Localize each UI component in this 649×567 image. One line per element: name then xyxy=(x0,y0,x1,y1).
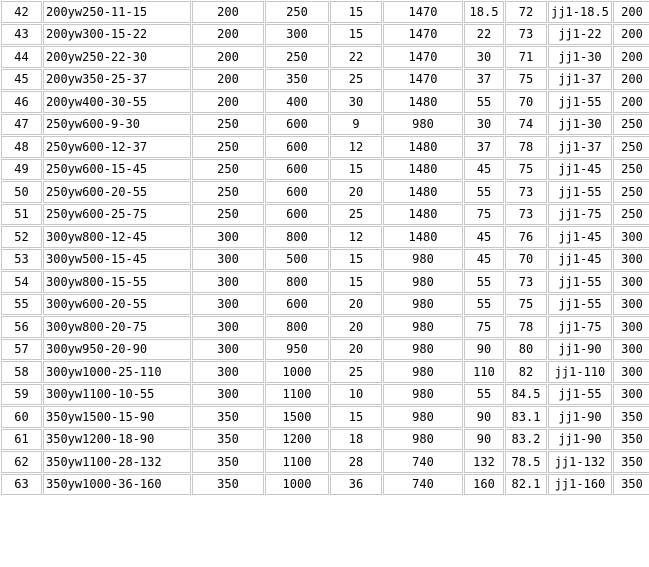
cell-outlet-diameter: 350 xyxy=(192,429,264,451)
cell-model: 200yw250-11-15 xyxy=(43,1,191,23)
cell-motor-model: jj1-75 xyxy=(548,204,612,226)
cell-head: 22 xyxy=(330,46,382,68)
cell-speed: 1480 xyxy=(383,159,463,181)
table-row xyxy=(1,181,649,203)
cell-head: 30 xyxy=(330,91,382,113)
cell-flow: 800 xyxy=(265,226,329,248)
cell-head: 20 xyxy=(330,294,382,316)
cell-caliber: 350 xyxy=(613,429,649,451)
cell-outlet-diameter: 250 xyxy=(192,204,264,226)
cell-speed: 980 xyxy=(383,361,463,383)
cell-head: 20 xyxy=(330,316,382,338)
table-row xyxy=(1,474,649,496)
cell-caliber: 300 xyxy=(613,226,649,248)
cell-motor-model: jj1-45 xyxy=(548,226,612,248)
cell-power: 110 xyxy=(464,361,504,383)
cell-outlet-diameter: 300 xyxy=(192,249,264,271)
cell-outlet-diameter: 200 xyxy=(192,69,264,91)
cell-model: 350yw1000-36-160 xyxy=(43,474,191,496)
cell-caliber: 300 xyxy=(613,294,649,316)
cell-model: 300yw800-12-45 xyxy=(43,226,191,248)
cell-outlet-diameter: 200 xyxy=(192,46,264,68)
cell-caliber: 200 xyxy=(613,24,649,46)
cell-row-number: 42 xyxy=(1,1,42,23)
cell-power: 132 xyxy=(464,451,504,473)
cell-outlet-diameter: 300 xyxy=(192,384,264,406)
cell-power: 30 xyxy=(464,114,504,136)
cell-caliber: 200 xyxy=(613,1,649,23)
cell-motor-model: jj1-55 xyxy=(548,384,612,406)
cell-power: 45 xyxy=(464,226,504,248)
cell-efficiency: 78 xyxy=(505,136,547,158)
cell-head: 20 xyxy=(330,181,382,203)
cell-caliber: 300 xyxy=(613,271,649,293)
cell-model: 300yw500-15-45 xyxy=(43,249,191,271)
cell-motor-model: jj1-18.5 xyxy=(548,1,612,23)
cell-row-number: 44 xyxy=(1,46,42,68)
cell-power: 55 xyxy=(464,294,504,316)
cell-model: 200yw350-25-37 xyxy=(43,69,191,91)
cell-flow: 250 xyxy=(265,1,329,23)
cell-model: 300yw600-20-55 xyxy=(43,294,191,316)
cell-power: 37 xyxy=(464,69,504,91)
cell-row-number: 54 xyxy=(1,271,42,293)
cell-motor-model: jj1-37 xyxy=(548,69,612,91)
cell-power: 90 xyxy=(464,406,504,428)
cell-efficiency: 82 xyxy=(505,361,547,383)
cell-model: 350yw1100-28-132 xyxy=(43,451,191,473)
cell-flow: 600 xyxy=(265,159,329,181)
cell-caliber: 350 xyxy=(613,474,649,496)
cell-model: 300yw1100-10-55 xyxy=(43,384,191,406)
cell-caliber: 300 xyxy=(613,361,649,383)
cell-power: 18.5 xyxy=(464,1,504,23)
table-row xyxy=(1,46,649,68)
table-row xyxy=(1,361,649,383)
cell-power: 55 xyxy=(464,181,504,203)
cell-model: 200yw250-22-30 xyxy=(43,46,191,68)
cell-outlet-diameter: 250 xyxy=(192,114,264,136)
cell-head: 9 xyxy=(330,114,382,136)
cell-model: 250yw600-20-55 xyxy=(43,181,191,203)
cell-head: 25 xyxy=(330,361,382,383)
cell-motor-model: jj1-55 xyxy=(548,91,612,113)
cell-motor-model: jj1-160 xyxy=(548,474,612,496)
cell-power: 37 xyxy=(464,136,504,158)
table-row xyxy=(1,271,649,293)
cell-power: 22 xyxy=(464,24,504,46)
cell-power: 75 xyxy=(464,204,504,226)
cell-flow: 500 xyxy=(265,249,329,271)
cell-power: 75 xyxy=(464,316,504,338)
cell-speed: 1480 xyxy=(383,226,463,248)
cell-row-number: 47 xyxy=(1,114,42,136)
cell-model: 200yw400-30-55 xyxy=(43,91,191,113)
table-row xyxy=(1,1,649,23)
cell-model: 300yw800-15-55 xyxy=(43,271,191,293)
cell-motor-model: jj1-110 xyxy=(548,361,612,383)
cell-outlet-diameter: 350 xyxy=(192,474,264,496)
cell-head: 36 xyxy=(330,474,382,496)
cell-speed: 980 xyxy=(383,339,463,361)
cell-row-number: 57 xyxy=(1,339,42,361)
table-row xyxy=(1,249,649,271)
cell-row-number: 60 xyxy=(1,406,42,428)
cell-speed: 980 xyxy=(383,271,463,293)
table-row xyxy=(1,294,649,316)
cell-outlet-diameter: 300 xyxy=(192,271,264,293)
cell-model: 350yw1500-15-90 xyxy=(43,406,191,428)
cell-speed: 980 xyxy=(383,406,463,428)
table-row xyxy=(1,159,649,181)
cell-efficiency: 83.2 xyxy=(505,429,547,451)
cell-motor-model: jj1-45 xyxy=(548,159,612,181)
cell-power: 55 xyxy=(464,91,504,113)
cell-row-number: 43 xyxy=(1,24,42,46)
cell-speed: 980 xyxy=(383,429,463,451)
cell-flow: 250 xyxy=(265,46,329,68)
cell-caliber: 250 xyxy=(613,136,649,158)
cell-motor-model: jj1-90 xyxy=(548,406,612,428)
cell-motor-model: jj1-90 xyxy=(548,339,612,361)
cell-model: 250yw600-9-30 xyxy=(43,114,191,136)
cell-motor-model: jj1-30 xyxy=(548,114,612,136)
cell-speed: 980 xyxy=(383,384,463,406)
table-row xyxy=(1,316,649,338)
cell-row-number: 55 xyxy=(1,294,42,316)
cell-motor-model: jj1-45 xyxy=(548,249,612,271)
cell-outlet-diameter: 200 xyxy=(192,1,264,23)
cell-row-number: 48 xyxy=(1,136,42,158)
cell-efficiency: 74 xyxy=(505,114,547,136)
cell-caliber: 200 xyxy=(613,46,649,68)
table-row xyxy=(1,114,649,136)
cell-model: 250yw600-15-45 xyxy=(43,159,191,181)
table-row xyxy=(1,69,649,91)
cell-speed: 980 xyxy=(383,294,463,316)
cell-speed: 740 xyxy=(383,451,463,473)
cell-flow: 600 xyxy=(265,294,329,316)
cell-motor-model: jj1-132 xyxy=(548,451,612,473)
cell-efficiency: 82.1 xyxy=(505,474,547,496)
cell-model: 300yw800-20-75 xyxy=(43,316,191,338)
cell-speed: 1470 xyxy=(383,46,463,68)
cell-flow: 1000 xyxy=(265,361,329,383)
cell-motor-model: jj1-75 xyxy=(548,316,612,338)
cell-outlet-diameter: 250 xyxy=(192,181,264,203)
cell-speed: 980 xyxy=(383,114,463,136)
cell-efficiency: 76 xyxy=(505,226,547,248)
cell-model: 200yw300-15-22 xyxy=(43,24,191,46)
cell-power: 55 xyxy=(464,384,504,406)
cell-flow: 800 xyxy=(265,271,329,293)
cell-efficiency: 75 xyxy=(505,159,547,181)
cell-outlet-diameter: 300 xyxy=(192,361,264,383)
cell-power: 55 xyxy=(464,271,504,293)
cell-row-number: 56 xyxy=(1,316,42,338)
cell-flow: 600 xyxy=(265,204,329,226)
cell-flow: 300 xyxy=(265,24,329,46)
cell-row-number: 63 xyxy=(1,474,42,496)
cell-flow: 950 xyxy=(265,339,329,361)
cell-efficiency: 75 xyxy=(505,294,547,316)
cell-speed: 740 xyxy=(383,474,463,496)
cell-caliber: 200 xyxy=(613,91,649,113)
cell-model: 250yw600-12-37 xyxy=(43,136,191,158)
cell-flow: 600 xyxy=(265,181,329,203)
cell-row-number: 61 xyxy=(1,429,42,451)
cell-flow: 1200 xyxy=(265,429,329,451)
cell-caliber: 350 xyxy=(613,451,649,473)
table-row xyxy=(1,406,649,428)
cell-speed: 1480 xyxy=(383,91,463,113)
cell-speed: 1480 xyxy=(383,136,463,158)
table-body xyxy=(1,1,649,495)
cell-power: 30 xyxy=(464,46,504,68)
cell-head: 15 xyxy=(330,271,382,293)
cell-flow: 400 xyxy=(265,91,329,113)
cell-row-number: 58 xyxy=(1,361,42,383)
cell-speed: 1470 xyxy=(383,24,463,46)
cell-caliber: 200 xyxy=(613,69,649,91)
cell-outlet-diameter: 250 xyxy=(192,159,264,181)
cell-speed: 1470 xyxy=(383,69,463,91)
cell-row-number: 62 xyxy=(1,451,42,473)
cell-outlet-diameter: 200 xyxy=(192,24,264,46)
cell-caliber: 350 xyxy=(613,406,649,428)
cell-efficiency: 73 xyxy=(505,24,547,46)
cell-outlet-diameter: 300 xyxy=(192,339,264,361)
cell-power: 45 xyxy=(464,159,504,181)
cell-speed: 1480 xyxy=(383,181,463,203)
cell-head: 28 xyxy=(330,451,382,473)
cell-speed: 1480 xyxy=(383,204,463,226)
cell-caliber: 250 xyxy=(613,181,649,203)
table-row xyxy=(1,226,649,248)
cell-power: 90 xyxy=(464,429,504,451)
cell-head: 15 xyxy=(330,249,382,271)
cell-power: 160 xyxy=(464,474,504,496)
cell-efficiency: 75 xyxy=(505,69,547,91)
cell-efficiency: 80 xyxy=(505,339,547,361)
cell-head: 18 xyxy=(330,429,382,451)
cell-head: 25 xyxy=(330,69,382,91)
cell-flow: 1500 xyxy=(265,406,329,428)
cell-motor-model: jj1-22 xyxy=(548,24,612,46)
cell-outlet-diameter: 350 xyxy=(192,451,264,473)
table-row xyxy=(1,451,649,473)
table-row xyxy=(1,339,649,361)
cell-outlet-diameter: 250 xyxy=(192,136,264,158)
cell-efficiency: 71 xyxy=(505,46,547,68)
cell-efficiency: 78 xyxy=(505,316,547,338)
cell-caliber: 250 xyxy=(613,204,649,226)
cell-outlet-diameter: 300 xyxy=(192,294,264,316)
cell-motor-model: jj1-30 xyxy=(548,46,612,68)
cell-efficiency: 83.1 xyxy=(505,406,547,428)
cell-head: 25 xyxy=(330,204,382,226)
cell-efficiency: 70 xyxy=(505,249,547,271)
cell-row-number: 51 xyxy=(1,204,42,226)
cell-row-number: 59 xyxy=(1,384,42,406)
cell-flow: 600 xyxy=(265,114,329,136)
cell-motor-model: jj1-90 xyxy=(548,429,612,451)
cell-row-number: 45 xyxy=(1,69,42,91)
table-row xyxy=(1,136,649,158)
cell-row-number: 52 xyxy=(1,226,42,248)
cell-row-number: 50 xyxy=(1,181,42,203)
cell-caliber: 300 xyxy=(613,316,649,338)
cell-head: 12 xyxy=(330,226,382,248)
cell-outlet-diameter: 300 xyxy=(192,316,264,338)
cell-speed: 980 xyxy=(383,316,463,338)
cell-flow: 350 xyxy=(265,69,329,91)
table-row xyxy=(1,91,649,113)
cell-model: 300yw950-20-90 xyxy=(43,339,191,361)
cell-flow: 1000 xyxy=(265,474,329,496)
cell-head: 15 xyxy=(330,159,382,181)
cell-flow: 1100 xyxy=(265,384,329,406)
cell-efficiency: 84.5 xyxy=(505,384,547,406)
cell-head: 12 xyxy=(330,136,382,158)
table-row xyxy=(1,384,649,406)
cell-outlet-diameter: 350 xyxy=(192,406,264,428)
cell-model: 300yw1000-25-110 xyxy=(43,361,191,383)
cell-motor-model: jj1-55 xyxy=(548,294,612,316)
cell-efficiency: 70 xyxy=(505,91,547,113)
cell-speed: 1470 xyxy=(383,1,463,23)
cell-motor-model: jj1-55 xyxy=(548,181,612,203)
cell-efficiency: 78.5 xyxy=(505,451,547,473)
cell-flow: 1100 xyxy=(265,451,329,473)
cell-row-number: 49 xyxy=(1,159,42,181)
cell-row-number: 46 xyxy=(1,91,42,113)
cell-head: 15 xyxy=(330,406,382,428)
cell-flow: 600 xyxy=(265,136,329,158)
cell-model: 350yw1200-18-90 xyxy=(43,429,191,451)
cell-head: 10 xyxy=(330,384,382,406)
cell-power: 45 xyxy=(464,249,504,271)
cell-power: 90 xyxy=(464,339,504,361)
cell-caliber: 300 xyxy=(613,339,649,361)
cell-motor-model: jj1-37 xyxy=(548,136,612,158)
cell-head: 20 xyxy=(330,339,382,361)
cell-efficiency: 73 xyxy=(505,181,547,203)
cell-outlet-diameter: 300 xyxy=(192,226,264,248)
cell-efficiency: 73 xyxy=(505,271,547,293)
cell-outlet-diameter: 200 xyxy=(192,91,264,113)
cell-caliber: 250 xyxy=(613,159,649,181)
cell-head: 15 xyxy=(330,24,382,46)
cell-flow: 800 xyxy=(265,316,329,338)
table-row xyxy=(1,204,649,226)
cell-motor-model: jj1-55 xyxy=(548,271,612,293)
cell-row-number: 53 xyxy=(1,249,42,271)
cell-caliber: 250 xyxy=(613,114,649,136)
cell-model: 250yw600-25-75 xyxy=(43,204,191,226)
cell-speed: 980 xyxy=(383,249,463,271)
table-row xyxy=(1,429,649,451)
cell-caliber: 300 xyxy=(613,249,649,271)
cell-efficiency: 72 xyxy=(505,1,547,23)
cell-efficiency: 73 xyxy=(505,204,547,226)
cell-caliber: 300 xyxy=(613,384,649,406)
table-row xyxy=(1,24,649,46)
cell-head: 15 xyxy=(330,1,382,23)
